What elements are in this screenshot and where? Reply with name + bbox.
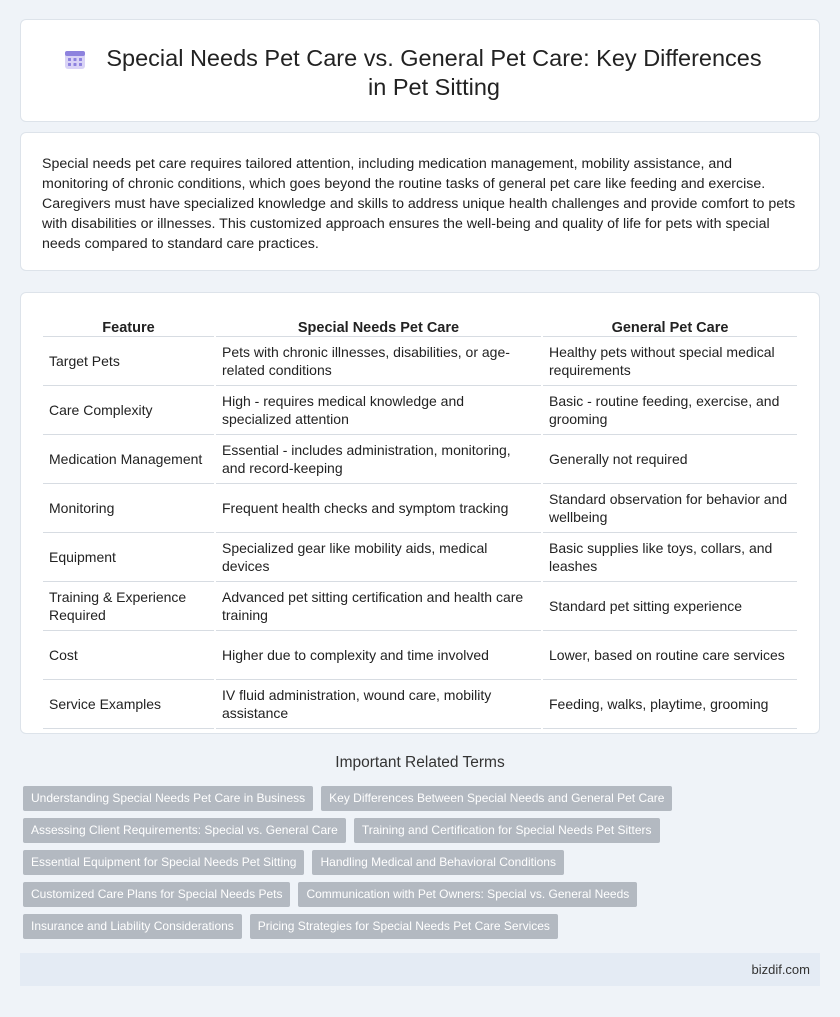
cell-general: Standard pet sitting experience: [543, 582, 797, 631]
table-row: [43, 484, 797, 533]
related-terms-title: Important Related Terms: [335, 754, 505, 771]
header-general: General Pet Care: [543, 315, 797, 337]
cell-special-needs: IV fluid administration, wound care, mobility assistance: [216, 680, 541, 729]
cell-special-needs: Frequent health checks and symptom tracking: [216, 484, 541, 533]
footer: [20, 953, 820, 986]
cell-special-needs: Specialized gear like mobility aids, medical devices: [216, 533, 541, 582]
tag-row: [23, 882, 813, 914]
cell-special-needs: Essential - includes administration, monitoring, and record-keeping: [216, 435, 541, 484]
cell-general: Basic supplies like toys, collars, and leashes: [543, 533, 797, 582]
cell-feature: Service Examples: [43, 680, 214, 729]
cell-general: Lower, based on routine care services: [543, 631, 797, 680]
related-term-tag[interactable]: Understanding Special Needs Pet Care in Business: [23, 786, 313, 811]
tag-row: [23, 786, 813, 818]
footer-brand[interactable]: bizdif.com: [751, 962, 810, 977]
cell-special-needs: Pets with chronic illnesses, disabilities, or age-related conditions: [216, 337, 541, 386]
related-term-tag[interactable]: Handling Medical and Behavioral Conditions: [312, 850, 563, 875]
table-row: [43, 680, 797, 729]
cell-feature: Cost: [43, 631, 214, 680]
tag-row: [23, 818, 813, 850]
table-row: [43, 582, 797, 631]
cell-special-needs: High - requires medical knowledge and specialized attention: [216, 386, 541, 435]
cell-feature: Training & Experience Required: [43, 582, 214, 631]
cell-feature: Care Complexity: [43, 386, 214, 435]
cell-special-needs: Higher due to complexity and time involved: [216, 631, 541, 680]
comparison-table: [41, 315, 799, 729]
page-title: Special Needs Pet Care vs. General Pet Care: Key Differences in Pet Sitting: [106, 45, 762, 100]
comparison-table-card: [20, 292, 820, 734]
related-term-tag[interactable]: Customized Care Plans for Special Needs Pets: [23, 882, 290, 907]
cell-feature: Target Pets: [43, 337, 214, 386]
cell-feature: Medication Management: [43, 435, 214, 484]
table-row: [43, 533, 797, 582]
header-feature: Feature: [43, 315, 214, 337]
related-term-tag[interactable]: Communication with Pet Owners: Special vs. General Needs: [298, 882, 637, 907]
cell-feature: Monitoring: [43, 484, 214, 533]
cell-general: Healthy pets without special medical requirements: [543, 337, 797, 386]
table-header-row: [43, 315, 797, 337]
table-row: [43, 435, 797, 484]
cell-special-needs: Advanced pet sitting certification and health care training: [216, 582, 541, 631]
table-row: [43, 631, 797, 680]
cell-general: Feeding, walks, playtime, grooming: [543, 680, 797, 729]
related-terms-list: [23, 786, 813, 946]
related-term-tag[interactable]: Assessing Client Requirements: Special vs. General Care: [23, 818, 346, 843]
tag-row: [23, 914, 813, 946]
header-card: [20, 19, 820, 122]
table-row: [43, 337, 797, 386]
table-row: [43, 386, 797, 435]
cell-general: Basic - routine feeding, exercise, and grooming: [543, 386, 797, 435]
header-special-needs: Special Needs Pet Care: [216, 315, 541, 337]
related-term-tag[interactable]: Training and Certification for Special Needs Pet Sitters: [354, 818, 660, 843]
cell-feature: Equipment: [43, 533, 214, 582]
related-term-tag[interactable]: Essential Equipment for Special Needs Pet Sitting: [23, 850, 304, 875]
related-term-tag[interactable]: Key Differences Between Special Needs and General Pet Care: [321, 786, 672, 811]
intro-card: [20, 132, 820, 271]
related-term-tag[interactable]: Pricing Strategies for Special Needs Pet Care Services: [250, 914, 558, 939]
related-term-tag[interactable]: Insurance and Liability Considerations: [23, 914, 242, 939]
cell-general: Generally not required: [543, 435, 797, 484]
tag-row: [23, 850, 813, 882]
cell-general: Standard observation for behavior and wellbeing: [543, 484, 797, 533]
intro-paragraph: Special needs pet care requires tailored attention, including medication management, mobility assistance, and monitoring of chronic conditions, which goes beyond the routine tasks of general pet care like feeding and exercise. Caregivers must have specialized knowledge and skills to address unique health challenges and provide comfort to pets with disabilities or illnesses. This customized approach ensures the well-being and quality of life for pets with special needs compared to standard care practices.: [42, 156, 796, 252]
